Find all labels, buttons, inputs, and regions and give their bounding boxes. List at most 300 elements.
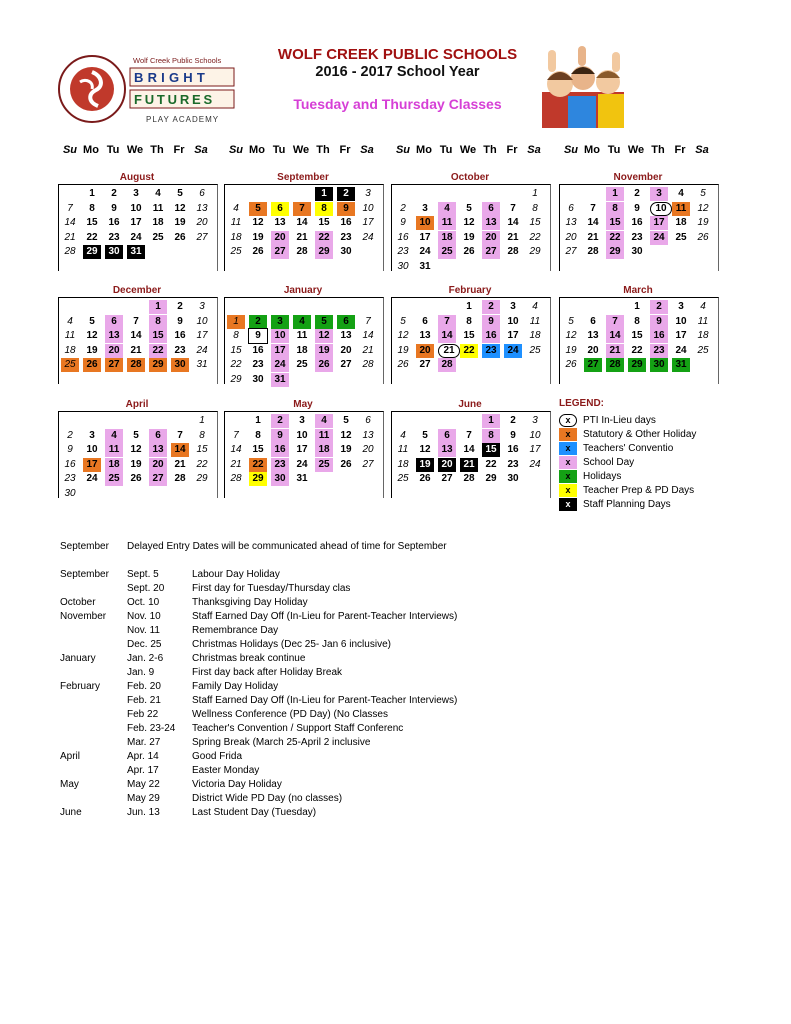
day-cell: 29	[606, 245, 624, 259]
month-grid	[58, 184, 218, 271]
day-cell: 8	[315, 202, 333, 216]
day-cell: 4	[293, 315, 311, 329]
day-cell: 8	[149, 315, 167, 329]
day-cell: 30	[271, 472, 289, 486]
day-cell: 23	[507, 458, 519, 470]
note-text: Delayed Entry Dates will be communicated ahead of time for September	[127, 541, 447, 552]
note-date: Dec. 25	[127, 639, 162, 650]
day-cell: 23	[174, 344, 186, 356]
day-cell: 10	[675, 315, 687, 327]
note-date: Jun. 13	[127, 807, 160, 818]
day-cell: 19	[252, 231, 264, 243]
day-cell: 7	[177, 429, 183, 441]
day-cell: 10	[196, 315, 208, 327]
day-cell: 27	[441, 473, 453, 484]
weekday-su: Su	[395, 144, 411, 156]
legend-label: Teachers' Conventio	[583, 443, 674, 454]
day-cell: 12	[315, 329, 333, 343]
day-cell: 27	[340, 359, 352, 370]
day-cell: 30	[252, 373, 264, 385]
day-cell: 28	[296, 246, 308, 257]
legend-label: School Day	[583, 457, 635, 468]
weekday-th: Th	[316, 144, 330, 156]
note-text: Labour Day Holiday	[192, 569, 280, 580]
day-cell: 16	[650, 329, 668, 343]
day-cell: 25	[697, 344, 709, 356]
weekday-su: Su	[228, 144, 244, 156]
day-cell: 14	[171, 443, 189, 457]
day-cell: 1	[149, 300, 167, 314]
day-cell: 11	[438, 216, 456, 230]
day-cell: 16	[507, 444, 519, 455]
day-cell: 2	[67, 429, 73, 441]
weekday-we: We	[627, 144, 645, 156]
month-title: October	[450, 172, 490, 183]
day-cell: 11	[296, 330, 308, 341]
month-grid	[559, 297, 719, 384]
day-cell: 28	[64, 246, 76, 257]
day-cell: 1	[199, 415, 205, 426]
day-cell: 22	[149, 344, 167, 358]
day-cell: 25	[529, 344, 541, 356]
day-cell: 9	[177, 315, 183, 327]
day-cell: 13	[340, 330, 352, 341]
day-cell: 4	[233, 202, 239, 214]
district-title: WOLF CREEK PUBLIC SCHOOLS	[277, 46, 518, 63]
day-cell: 30	[171, 358, 189, 372]
note-month: May	[60, 779, 79, 790]
day-cell: 7	[67, 202, 73, 214]
day-cell: 23	[108, 231, 120, 243]
weekday-mo: Mo	[249, 144, 265, 156]
day-cell: 5	[700, 188, 706, 199]
day-cell: 15	[318, 217, 330, 228]
day-cell: 29	[230, 373, 242, 385]
weekday-mo: Mo	[416, 144, 432, 156]
day-cell: 22	[460, 344, 478, 358]
day-cell: 15	[529, 217, 541, 228]
month-title: February	[448, 285, 492, 296]
day-cell: 17	[419, 231, 431, 243]
day-cell: 23	[631, 231, 643, 243]
day-cell: 3	[271, 315, 289, 329]
day-cell: 1	[606, 187, 624, 201]
day-cell: 3	[199, 301, 205, 312]
day-cell: 27	[149, 472, 167, 486]
day-cell: 21	[606, 344, 624, 358]
day-cell: 10	[362, 202, 374, 214]
day-cell: 23	[64, 473, 76, 484]
day-cell: 17	[196, 330, 208, 341]
weekday-header-col3	[393, 144, 553, 158]
note-date: Apr. 14	[127, 751, 159, 762]
note-date: Feb 22	[127, 709, 159, 720]
day-cell: 9	[337, 202, 355, 216]
day-cell: 29	[315, 245, 333, 259]
day-cell: 1	[634, 301, 640, 312]
class-schedule-subtitle: Tuesday and Thursday Classes	[293, 96, 502, 112]
day-cell: 22	[230, 359, 242, 370]
weekday-mo: Mo	[584, 144, 600, 156]
day-cell: 3	[510, 301, 516, 312]
note-date: Feb. 20	[127, 681, 161, 692]
day-cell: 6	[590, 315, 596, 327]
day-cell: 3	[650, 187, 668, 201]
weekday-sa: Sa	[527, 144, 541, 156]
day-cell: 6	[422, 315, 428, 327]
day-cell: 8	[466, 315, 472, 327]
day-cell: 13	[419, 330, 431, 341]
legend-label: Teacher Prep & PD Days	[583, 485, 695, 496]
day-cell: 18	[296, 344, 308, 356]
day-cell: 16	[252, 344, 264, 356]
day-cell: 8	[482, 429, 500, 443]
day-cell: 12	[86, 330, 98, 341]
day-cell: 15	[252, 444, 264, 455]
logo-district-text: Wolf Creek Public Schools	[133, 56, 222, 65]
day-cell: 4	[532, 301, 538, 312]
day-cell: 24	[650, 231, 668, 245]
day-cell: 29	[196, 473, 208, 484]
day-cell: 1	[482, 414, 500, 428]
day-cell: 14	[438, 329, 456, 343]
day-cell: 19	[416, 458, 434, 472]
note-date: Oct. 10	[127, 597, 160, 608]
day-cell: 18	[64, 344, 76, 356]
day-cell: 16	[397, 231, 409, 243]
day-cell: 18	[230, 231, 242, 243]
day-cell: 31	[196, 359, 208, 370]
legend-swatch-holidays: x	[559, 470, 577, 483]
day-cell: 22	[485, 458, 497, 470]
legend-swatch-statutory: x	[559, 428, 577, 441]
day-cell: 17	[130, 217, 142, 228]
day-cell: 5	[466, 202, 472, 214]
day-cell: 14	[130, 330, 142, 341]
day-cell: 9	[111, 202, 117, 214]
day-cell: 15	[149, 329, 167, 343]
school-logo	[58, 52, 258, 126]
day-cell: 18	[315, 443, 333, 457]
month-title: May	[293, 399, 313, 410]
day-cell: 22	[631, 344, 643, 356]
weekday-mo: Mo	[83, 144, 99, 156]
day-cell: 8	[634, 315, 640, 327]
day-cell: 26	[463, 246, 475, 257]
legend-swatch-school-day: x	[559, 456, 577, 469]
note-text: Victoria Day Holiday	[192, 779, 282, 790]
month-title: December	[112, 285, 162, 296]
day-cell: 5	[249, 202, 267, 216]
day-cell: 24	[196, 344, 208, 356]
day-cell: 20	[271, 231, 289, 245]
day-cell: 17	[675, 330, 687, 341]
logo-academy-text: PLAY ACADEMY	[146, 115, 220, 124]
day-cell: 30	[631, 246, 643, 257]
day-cell: 19	[463, 231, 475, 243]
day-cell: 10	[296, 429, 308, 441]
day-cell: 4	[678, 188, 684, 199]
day-cell: 24	[296, 458, 308, 470]
day-cell: 29	[83, 245, 101, 259]
day-cell: 24	[86, 473, 98, 484]
day-cell: 25	[230, 246, 242, 257]
day-cell: 17	[507, 330, 519, 341]
day-cell: 29	[249, 472, 267, 486]
day-cell: 6	[105, 315, 123, 329]
day-cell: 12	[174, 202, 186, 214]
day-cell: 26	[174, 231, 186, 243]
note-date: Feb. 21	[127, 695, 161, 706]
day-cell: 25	[438, 245, 456, 259]
day-cell: 13	[565, 217, 577, 228]
legend	[559, 398, 759, 516]
day-cell: 10	[529, 429, 541, 441]
day-cell: 7	[438, 315, 456, 329]
day-cell: 23	[340, 231, 352, 243]
day-cell: 13	[274, 217, 286, 228]
weekday-th: Th	[150, 144, 164, 156]
day-cell: 19	[697, 217, 709, 228]
day-cell: 29	[628, 358, 646, 372]
day-cell: 19	[397, 344, 409, 356]
day-cell: 4	[155, 188, 161, 199]
day-cell: 11	[672, 202, 690, 216]
day-cell: 18	[529, 330, 541, 341]
day-cell: 25	[397, 473, 409, 484]
day-cell: 19	[340, 444, 352, 455]
day-cell: 21	[64, 231, 76, 243]
note-month: November	[60, 611, 107, 622]
legend-label: Staff Planning Days	[583, 499, 671, 510]
day-cell: 30	[340, 246, 352, 257]
day-cell: 5	[177, 188, 183, 199]
note-text: Teacher's Convention / Support Staff Conferenc	[192, 723, 404, 734]
day-cell: 30	[650, 358, 668, 372]
day-cell: 25	[152, 231, 164, 243]
day-cell: 29	[485, 473, 497, 484]
day-cell: 21	[460, 458, 478, 472]
legend-title: LEGEND:	[559, 398, 604, 409]
day-cell: 19	[86, 344, 98, 356]
day-cell: 11	[105, 443, 123, 457]
month-title: April	[125, 399, 149, 410]
month-grid	[224, 297, 384, 384]
day-cell: 7	[606, 315, 624, 329]
day-cell: 22	[606, 231, 624, 245]
day-cell: 23	[397, 246, 409, 257]
day-cell: 5	[400, 315, 406, 327]
day-cell: 6	[365, 415, 371, 426]
month-title: June	[458, 399, 482, 410]
note-month: September	[60, 541, 109, 552]
day-cell: 2	[271, 414, 289, 428]
day-cell: 11	[697, 315, 709, 327]
day-cell: 28	[127, 358, 145, 372]
day-cell: 16	[108, 217, 120, 228]
note-text: Wellness Conference (PD Day) (No Classes	[192, 709, 388, 720]
day-cell: 11	[315, 429, 333, 443]
day-cell: 20	[416, 344, 434, 358]
day-cell: 12	[130, 444, 142, 455]
day-cell: 22	[249, 458, 267, 472]
note-month: September	[60, 569, 109, 580]
day-cell: 31	[672, 358, 690, 372]
day-cell: 17	[271, 344, 289, 358]
weekday-tu: Tu	[439, 144, 453, 156]
day-cell: 4	[67, 315, 73, 327]
day-cell: 18	[152, 217, 164, 228]
day-cell: 20	[196, 217, 208, 228]
day-cell: 6	[149, 429, 167, 443]
note-month: June	[60, 807, 82, 818]
day-cell: 1	[315, 187, 333, 201]
day-cell: 7	[365, 315, 371, 327]
month-grid	[224, 184, 384, 271]
day-cell: 13	[587, 330, 599, 341]
note-text: Easter Monday	[192, 765, 260, 776]
month-title: March	[623, 285, 653, 296]
day-cell: 28	[438, 358, 456, 372]
day-cell: 28	[230, 473, 242, 484]
day-cell: 27	[482, 245, 500, 259]
day-cell: 9	[650, 315, 668, 329]
month-grid	[391, 184, 551, 271]
day-cell: 24	[419, 246, 431, 257]
day-cell: 19	[315, 344, 333, 358]
day-cell: 23	[482, 344, 500, 358]
day-cell: 9	[634, 202, 640, 214]
day-cell: 28	[362, 359, 374, 370]
day-cell: 28	[606, 358, 624, 372]
day-cell: 21	[362, 344, 374, 356]
day-cell: 5	[133, 429, 139, 441]
day-cell: 27	[105, 358, 123, 372]
day-cell: 12	[419, 444, 431, 455]
note-text: Remembrance Day	[192, 625, 279, 636]
day-cell: 8	[233, 330, 239, 341]
month-grid	[224, 411, 384, 498]
day-cell: 24	[362, 231, 374, 243]
note-date: May 29	[127, 793, 160, 804]
day-cell: 5	[89, 315, 95, 327]
weekday-header-col1	[60, 144, 220, 158]
weekday-tu: Tu	[272, 144, 286, 156]
legend-swatch-staff-planning: x	[559, 498, 577, 511]
day-cell: 25	[296, 359, 308, 370]
day-cell: 10	[507, 315, 519, 327]
day-cell: 11	[64, 330, 76, 341]
day-cell: 10	[130, 202, 142, 214]
month-title: November	[613, 172, 663, 183]
day-cell: 5	[568, 315, 574, 327]
legend-swatch-pti: x	[559, 414, 577, 427]
day-cell: 7	[466, 429, 472, 441]
day-cell: 28	[587, 246, 599, 257]
day-cell: 13	[362, 429, 374, 441]
day-cell: 13	[196, 202, 208, 214]
day-cell: 9	[510, 429, 516, 441]
day-cell: 5	[422, 429, 428, 441]
day-cell: 9	[400, 217, 406, 228]
note-text: First day for Tuesday/Thursday clas	[192, 583, 351, 594]
day-cell: 12	[252, 217, 264, 228]
day-cell: 2	[400, 202, 406, 214]
day-cell: 31	[127, 245, 145, 259]
note-month: February	[60, 681, 101, 692]
day-cell: 7	[133, 315, 139, 327]
day-cell: 20	[340, 344, 352, 356]
day-cell: 16	[64, 458, 76, 470]
note-text: Spring Break (March 25-April 2 inclusive	[192, 737, 371, 748]
day-cell: 30	[105, 245, 123, 259]
day-cell: 9	[271, 429, 289, 443]
day-cell: 4	[438, 202, 456, 216]
day-cell: 6	[271, 202, 289, 216]
day-cell: 14	[230, 444, 242, 455]
day-cell: 6	[199, 188, 205, 199]
legend-swatch-convention: x	[559, 442, 577, 455]
day-cell: 12	[340, 429, 352, 441]
weekday-fr: Fr	[674, 144, 686, 156]
day-cell: 6	[482, 202, 500, 216]
children-photo	[538, 44, 628, 128]
day-cell: 26	[397, 359, 409, 370]
day-cell: 26	[565, 359, 577, 370]
day-cell: 21	[296, 231, 308, 243]
note-text: Last Student Day (Tuesday)	[192, 807, 317, 818]
day-cell: 21	[587, 231, 599, 243]
note-date: Jan. 9	[127, 667, 155, 678]
day-cell: 15	[631, 330, 643, 341]
day-cell: 10	[416, 216, 434, 230]
day-cell: 27	[419, 359, 431, 370]
weekday-su: Su	[563, 144, 579, 156]
day-cell: 13	[149, 443, 167, 457]
legend-swatch-prep-pd: x	[559, 484, 577, 497]
day-cell: 10	[86, 444, 98, 455]
day-cell: 24	[130, 231, 142, 243]
day-cell: 31	[419, 260, 431, 272]
day-cell: 6	[438, 429, 456, 443]
day-cell: 24	[675, 344, 687, 356]
day-cell: 18	[697, 330, 709, 341]
day-cell: 19	[174, 217, 186, 228]
day-cell: 8	[89, 202, 95, 214]
day-cell: 3	[133, 188, 139, 199]
day-cell: 20	[362, 444, 374, 455]
day-cell: 12	[463, 217, 475, 228]
day-cell: 27	[565, 246, 577, 257]
day-cell: 15	[230, 344, 242, 356]
day-cell: 26	[315, 358, 333, 372]
weekday-fr: Fr	[173, 144, 185, 156]
day-cell: 14	[64, 217, 76, 228]
day-cell: 3	[365, 188, 371, 199]
day-cell: 28	[463, 473, 475, 484]
day-cell: 10	[271, 329, 289, 343]
day-cell: 22	[315, 231, 333, 245]
day-cell: 13	[482, 216, 500, 230]
weekday-we: We	[459, 144, 477, 156]
day-cell: 18	[105, 458, 123, 472]
day-cell: 25	[675, 231, 687, 243]
weekday-header-col2	[226, 144, 386, 158]
day-cell: 9	[249, 329, 267, 343]
day-cell: 4	[700, 301, 706, 312]
weekday-fr: Fr	[506, 144, 518, 156]
day-cell: 30	[64, 487, 76, 499]
